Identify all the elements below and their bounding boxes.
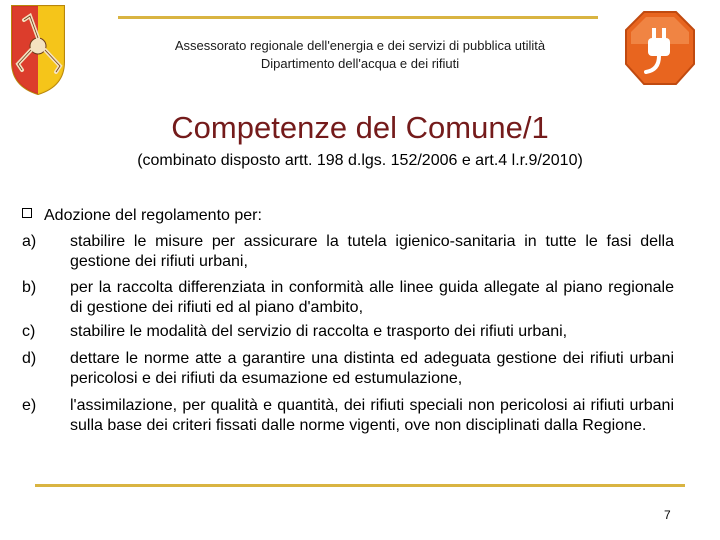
list-item-text: per la raccolta differenziata in conformità alle linee guida allegate al piano regionale di gestione dei rifiuti ed al piano d'ambito, [70,279,674,316]
list-item-label: d) [22,350,37,367]
power-plug-icon [622,8,698,88]
list-item-text: l'assimilazione, per qualità e quantità, dei rifiuti speciali non pericolosi ai rifiuti urbani sulla base dei criteri fissati dalle norme vigenti, ove non disciplinati dalla Regione. [70,397,674,434]
list-item-text: dettare le norme atte a garantire una distinta ed adeguata gestione dei rifiuti urbani pericolosi e dei rifiuti da esumazione ed estumulazione, [70,350,674,387]
list-item-label: a) [22,233,37,250]
list-item [22,278,674,318]
header-assessorato: Assessorato regionale dell'energia e dei servizi di pubblica utilità [174,38,546,53]
sicily-coat-of-arms-logo [8,2,68,96]
list-item-text: stabilire le modalità del servizio di raccolta e trasporto dei rifiuti urbani, [70,323,568,340]
header-dipartimento: Dipartimento dell'acqua e dei rifiuti [260,56,460,71]
page-number: 7 [664,508,671,522]
slide-title: Competenze del Comune/1 [171,110,549,145]
list-item [22,349,674,389]
checkbox-bullet-icon [22,208,32,218]
list-item-label: c) [22,323,36,340]
list-item-text: stabilire le misure per assicurare la tutela igienico-sanitaria in tutte le fasi della gestione dei rifiuti urbani, [70,233,674,270]
list-item [22,322,674,342]
top-divider [118,16,598,19]
bottom-divider [35,484,685,487]
slide-subtitle: (combinato disposto artt. 198 d.lgs. 152/2006 e art.4 l.r.9/2010) [137,152,583,169]
list-item-label: e) [22,397,37,414]
intro-text: Adozione del regolamento per: [44,207,262,224]
list-item [22,232,674,272]
list-item-label: b) [22,279,37,296]
list-item [22,396,674,436]
